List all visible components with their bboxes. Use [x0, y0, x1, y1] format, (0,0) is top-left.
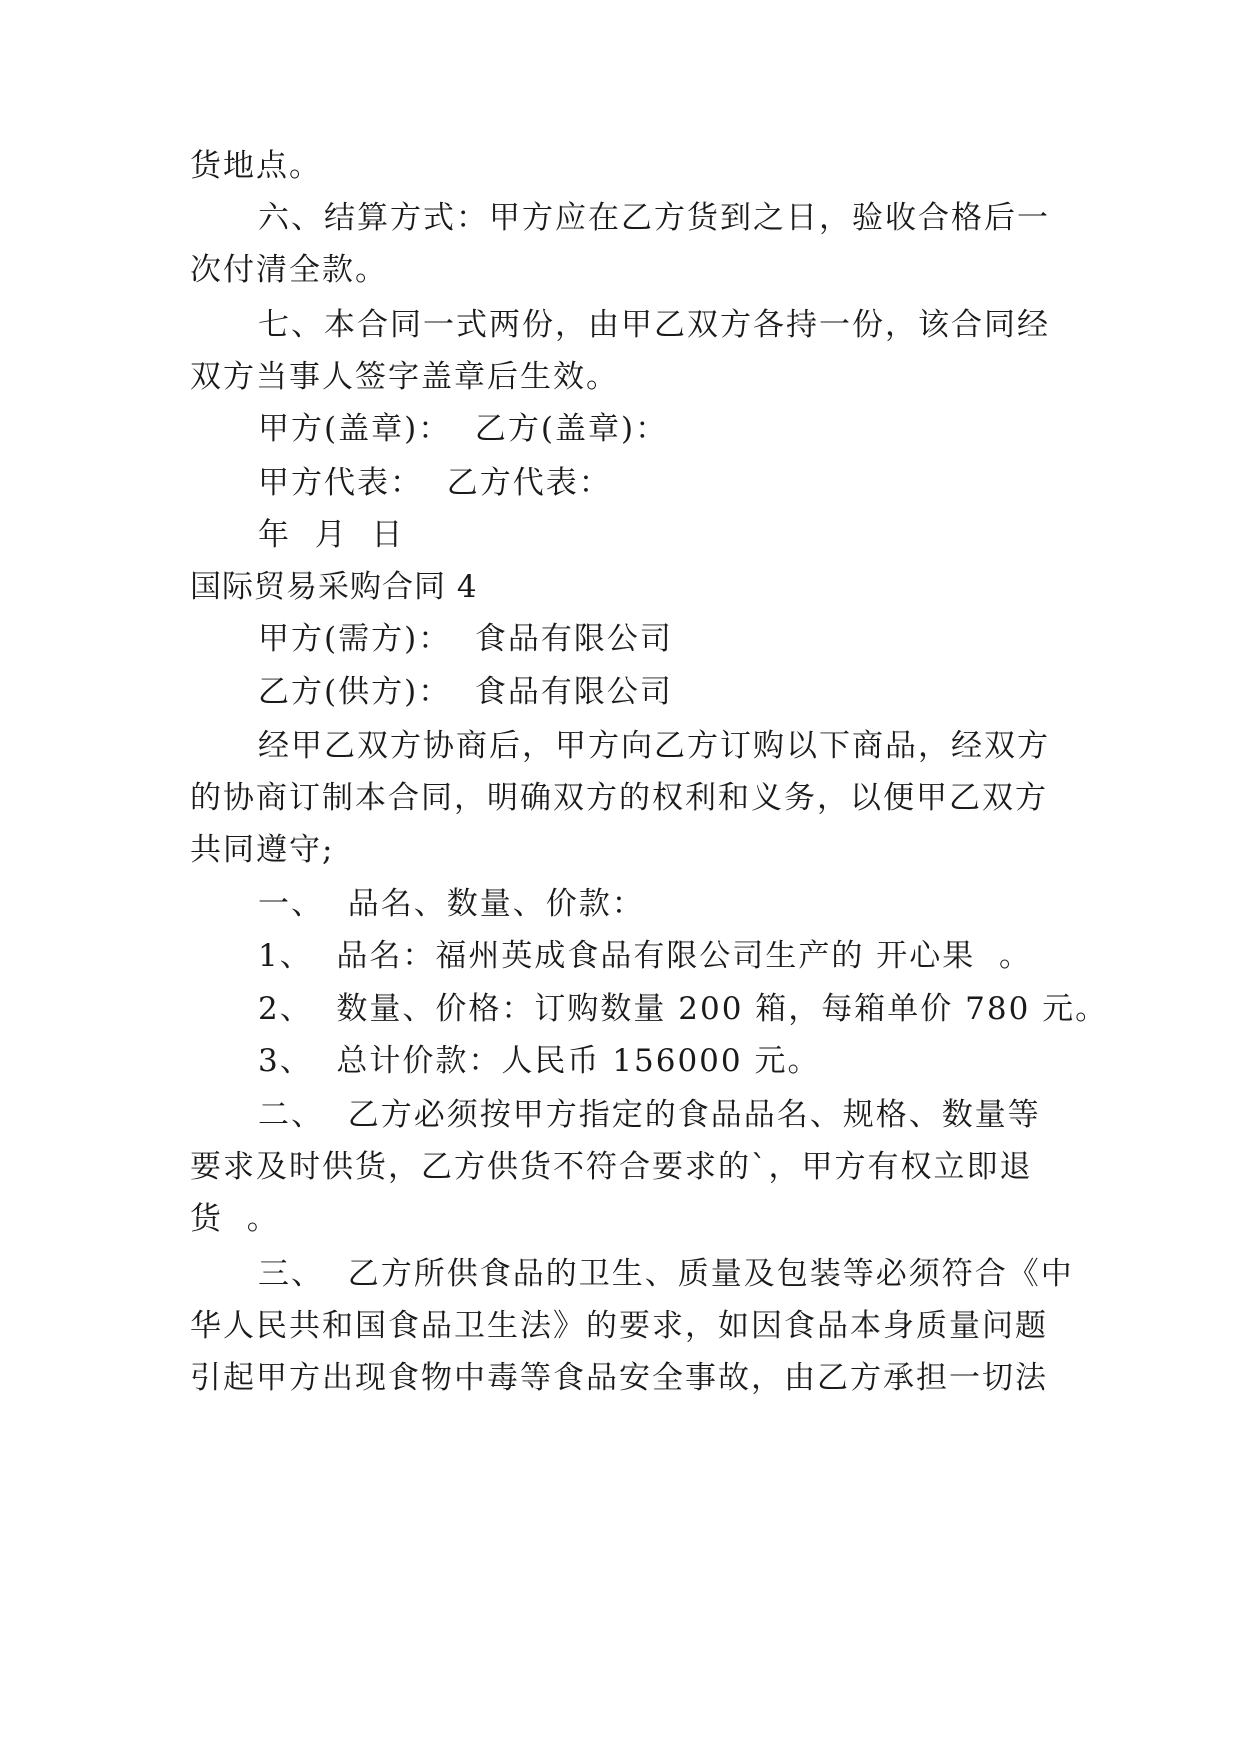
text-line: 六、结算方式：甲方应在乙方货到之日，验收合格后一	[258, 200, 1050, 236]
text-line: 甲方(盖章)： 乙方(盖章)：	[258, 411, 669, 447]
text-line: 二、 乙方必须按甲方指定的食品品名、规格、数量等	[258, 1097, 1041, 1133]
text-line: 三、 乙方所供食品的卫生、质量及包装等必须符合《中	[258, 1256, 1074, 1292]
text-line: 共同遵守;	[190, 832, 335, 868]
text-line: 一、 品名、数量、价款：	[258, 886, 645, 922]
text-line: 的协商订制本合同，明确双方的权利和义务，以便甲乙双方	[190, 780, 1048, 816]
text-line: 货 。	[190, 1201, 280, 1237]
text-line: 货地点。	[190, 148, 322, 184]
text-line: 华人民共和国食品卫生法》的要求，如因食品本身质量问题	[190, 1308, 1048, 1344]
text-line: 2、 数量、价格：订购数量 200 箱，每箱单价 780 元。	[258, 991, 1109, 1027]
text-line: 经甲乙双方协商后，甲方向乙方订购以下商品，经双方	[258, 728, 1050, 764]
text-line: 双方当事人签字盖章后生效。	[190, 359, 619, 395]
text-line: 要求及时供货，乙方供货不符合要求的`，甲方有权立即退	[190, 1149, 1033, 1185]
text-line: 年 月 日	[258, 517, 405, 553]
text-line: 甲方(需方)： 食品有限公司	[258, 621, 673, 657]
text-line: 3、 总计价款：人民币 156000 元。	[258, 1043, 821, 1079]
text-line: 1、 品名：福州英成食品有限公司生产的 开心果 。	[258, 938, 1032, 974]
text-line: 引起甲方出现食物中毒等食品安全事故，由乙方承担一切法	[190, 1360, 1048, 1396]
text-line: 七、本合同一式两份，由甲乙双方各持一份，该合同经	[258, 307, 1050, 343]
text-line: 甲方代表： 乙方代表：	[258, 465, 612, 501]
section-title: 国际贸易采购合同 4	[190, 569, 478, 605]
text-line: 乙方(供方)： 食品有限公司	[258, 674, 673, 710]
text-line: 次付清全款。	[190, 252, 388, 288]
